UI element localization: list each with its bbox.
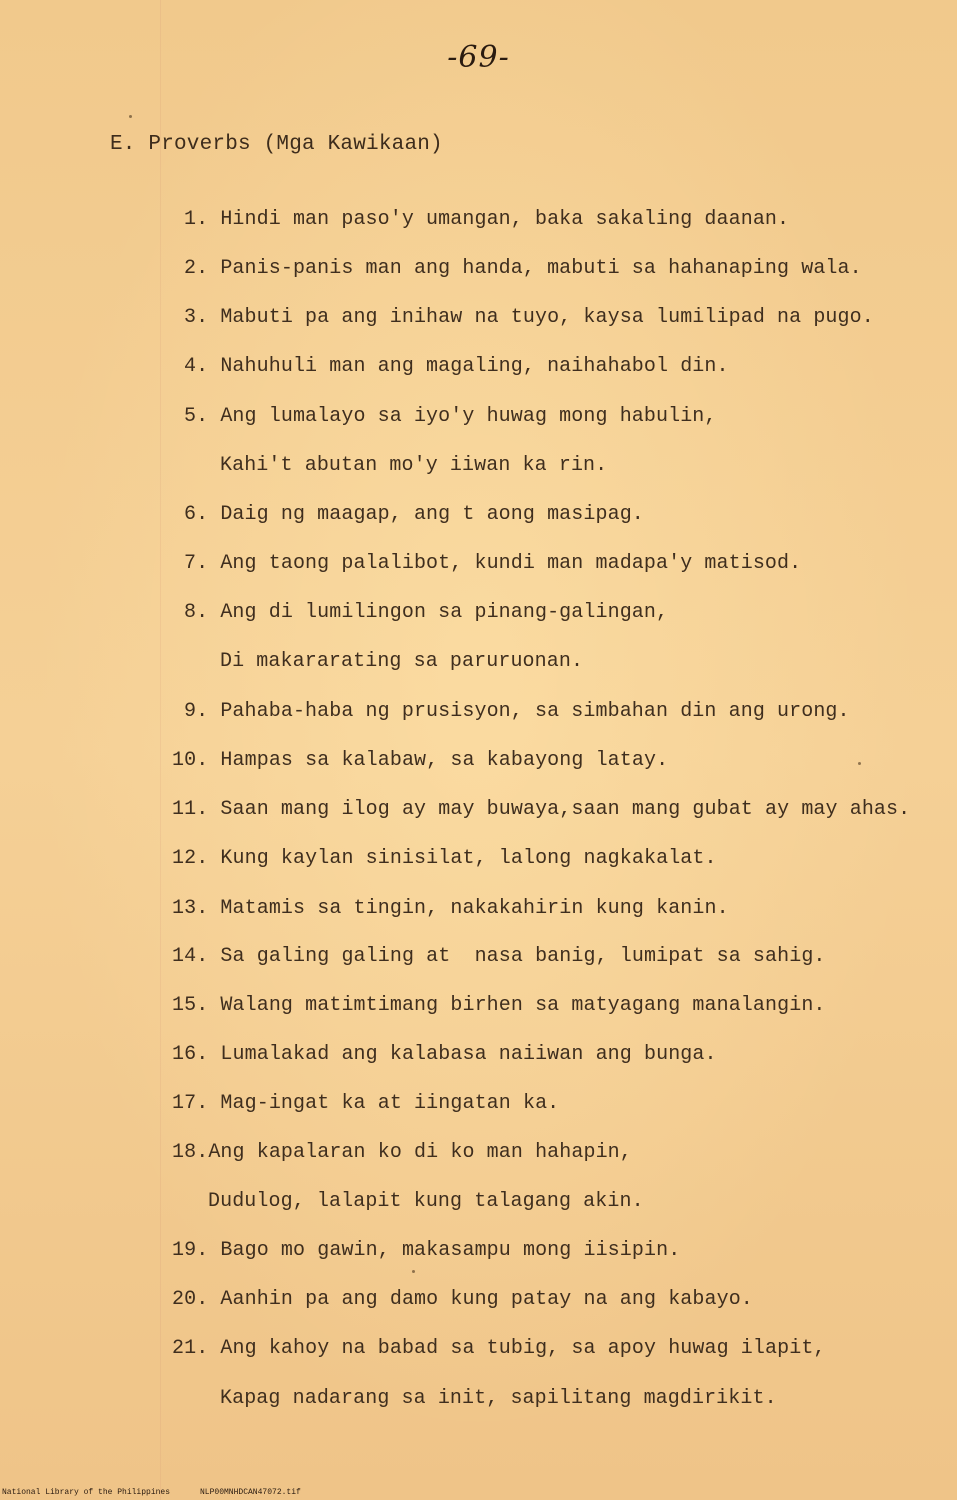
- proverb-text: Ang kahoy na babad sa tubig, sa apoy huwag ilapit,: [220, 1337, 826, 1360]
- proverb-8-continuation: [220, 650, 583, 673]
- proverb-text: Ang di lumilingon sa pinang-galingan,: [220, 601, 669, 624]
- proverb-7: [184, 552, 801, 575]
- footer-filename: NLP00MNHDCAN47072.tif: [200, 1488, 301, 1497]
- proverb-18-continuation: [208, 1190, 644, 1213]
- proverb-text: Pahaba-haba ng prusisyon, sa simbahan din ang urong.: [220, 700, 850, 723]
- paper-speck: [412, 1270, 415, 1273]
- proverb-number: 18.: [172, 1141, 209, 1164]
- proverb-number: 8.: [184, 601, 209, 624]
- proverb-text: Ang lumalayo sa iyo'y huwag mong habulin,: [220, 405, 717, 428]
- proverb-text: Kung kaylan sinisilat, lalong nagkakalat.: [220, 847, 717, 870]
- proverb-8: [184, 601, 668, 624]
- proverb-text: Hampas sa kalabaw, sa kabayong latay.: [220, 749, 669, 772]
- proverb-number: 4.: [184, 355, 209, 378]
- proverb-text: Daig ng maagap, ang t aong masipag.: [220, 503, 644, 526]
- proverb-text: Mag-ingat ka at iingatan ka.: [220, 1092, 560, 1115]
- proverb-number: 13.: [172, 897, 209, 920]
- paper-speck: [858, 762, 861, 765]
- proverb-text: Mabuti pa ang inihaw na tuyo, kaysa lumilipad na pugo.: [220, 306, 874, 329]
- proverb-text: Walang matimtimang birhen sa matyagang manalangin.: [220, 994, 826, 1017]
- proverb-text: Hindi man paso'y umangan, baka sakaling daanan.: [220, 208, 790, 231]
- proverb-17: [172, 1092, 559, 1115]
- proverb-text: Matamis sa tingin, nakakahirin kung kanin.: [220, 897, 729, 920]
- proverb-15: [172, 994, 826, 1017]
- proverb-number: 1.: [184, 208, 209, 231]
- section-title: E. Proverbs (Mga Kawikaan): [110, 133, 443, 156]
- proverb-13: [172, 897, 729, 920]
- proverb-5: [184, 405, 717, 428]
- proverb-number: 16.: [172, 1043, 209, 1066]
- proverb-number: 6.: [184, 503, 209, 526]
- proverb-number: 20.: [172, 1288, 209, 1311]
- proverb-21-continuation: [220, 1387, 777, 1410]
- proverb-9: [184, 700, 850, 723]
- proverb-number: 21.: [172, 1337, 209, 1360]
- proverb-text: Panis-panis man ang handa, mabuti sa hahanaping wala.: [220, 257, 862, 280]
- proverb-2: [184, 257, 862, 280]
- proverb-4: [184, 355, 729, 378]
- page-margin-line: [160, 0, 161, 1500]
- proverb-number: 9.: [184, 700, 209, 723]
- proverb-6: [184, 503, 644, 526]
- proverb-text: Lumalakad ang kalabasa naiiwan ang bunga.: [220, 1043, 717, 1066]
- proverb-number: 11.: [172, 798, 209, 821]
- proverb-text: Sa galing galing at nasa banig, lumipat sa sahig.: [220, 945, 826, 968]
- proverb-number: 3.: [184, 306, 209, 329]
- proverb-number: 17.: [172, 1092, 209, 1115]
- proverb-number: 12.: [172, 847, 209, 870]
- proverb-text: Kapag nadarang sa init, sapilitang magdirikit.: [220, 1387, 777, 1410]
- proverb-12: [172, 847, 717, 870]
- footer-source: National Library of the Philippines: [2, 1488, 171, 1497]
- proverb-number: 14.: [172, 945, 209, 968]
- proverb-1: [184, 208, 789, 231]
- proverb-number: 2.: [184, 257, 209, 280]
- proverb-20: [172, 1288, 753, 1311]
- proverb-10: [172, 749, 668, 772]
- proverb-number: 5.: [184, 405, 209, 428]
- proverb-3: [184, 306, 874, 329]
- proverb-number: 10.: [172, 749, 209, 772]
- proverb-number: 7.: [184, 552, 209, 575]
- proverb-text: Saan mang ilog ay may buwaya,saan mang gubat ay may ahas.: [220, 798, 911, 821]
- proverb-text: Aanhin pa ang damo kung patay na ang kabayo.: [220, 1288, 753, 1311]
- proverb-text: Di makararating sa paruruonan.: [220, 650, 584, 673]
- proverb-19: [172, 1239, 680, 1262]
- proverb-text: Ang taong palalibot, kundi man madapa'y matisod.: [220, 552, 802, 575]
- proverb-text: Dudulog, lalapit kung talagang akin.: [208, 1190, 644, 1213]
- proverb-16: [172, 1043, 717, 1066]
- proverb-21: [172, 1337, 826, 1360]
- proverb-5-continuation: [220, 454, 607, 477]
- proverb-text: Kahi't abutan mo'y iiwan ka rin.: [220, 454, 608, 477]
- proverb-18: [172, 1141, 632, 1164]
- proverb-number: 19.: [172, 1239, 209, 1262]
- proverb-number: 15.: [172, 994, 209, 1017]
- page-number: -69-: [447, 40, 510, 75]
- proverb-text: Nahuhuli man ang magaling, naihahabol din.: [220, 355, 729, 378]
- proverb-text: Ang kapalaran ko di ko man hahapin,: [208, 1141, 632, 1164]
- proverb-text: Bago mo gawin, makasampu mong iisipin.: [220, 1239, 681, 1262]
- proverb-11: [172, 798, 910, 821]
- paper-speck: [129, 115, 132, 118]
- proverb-14: [172, 945, 826, 968]
